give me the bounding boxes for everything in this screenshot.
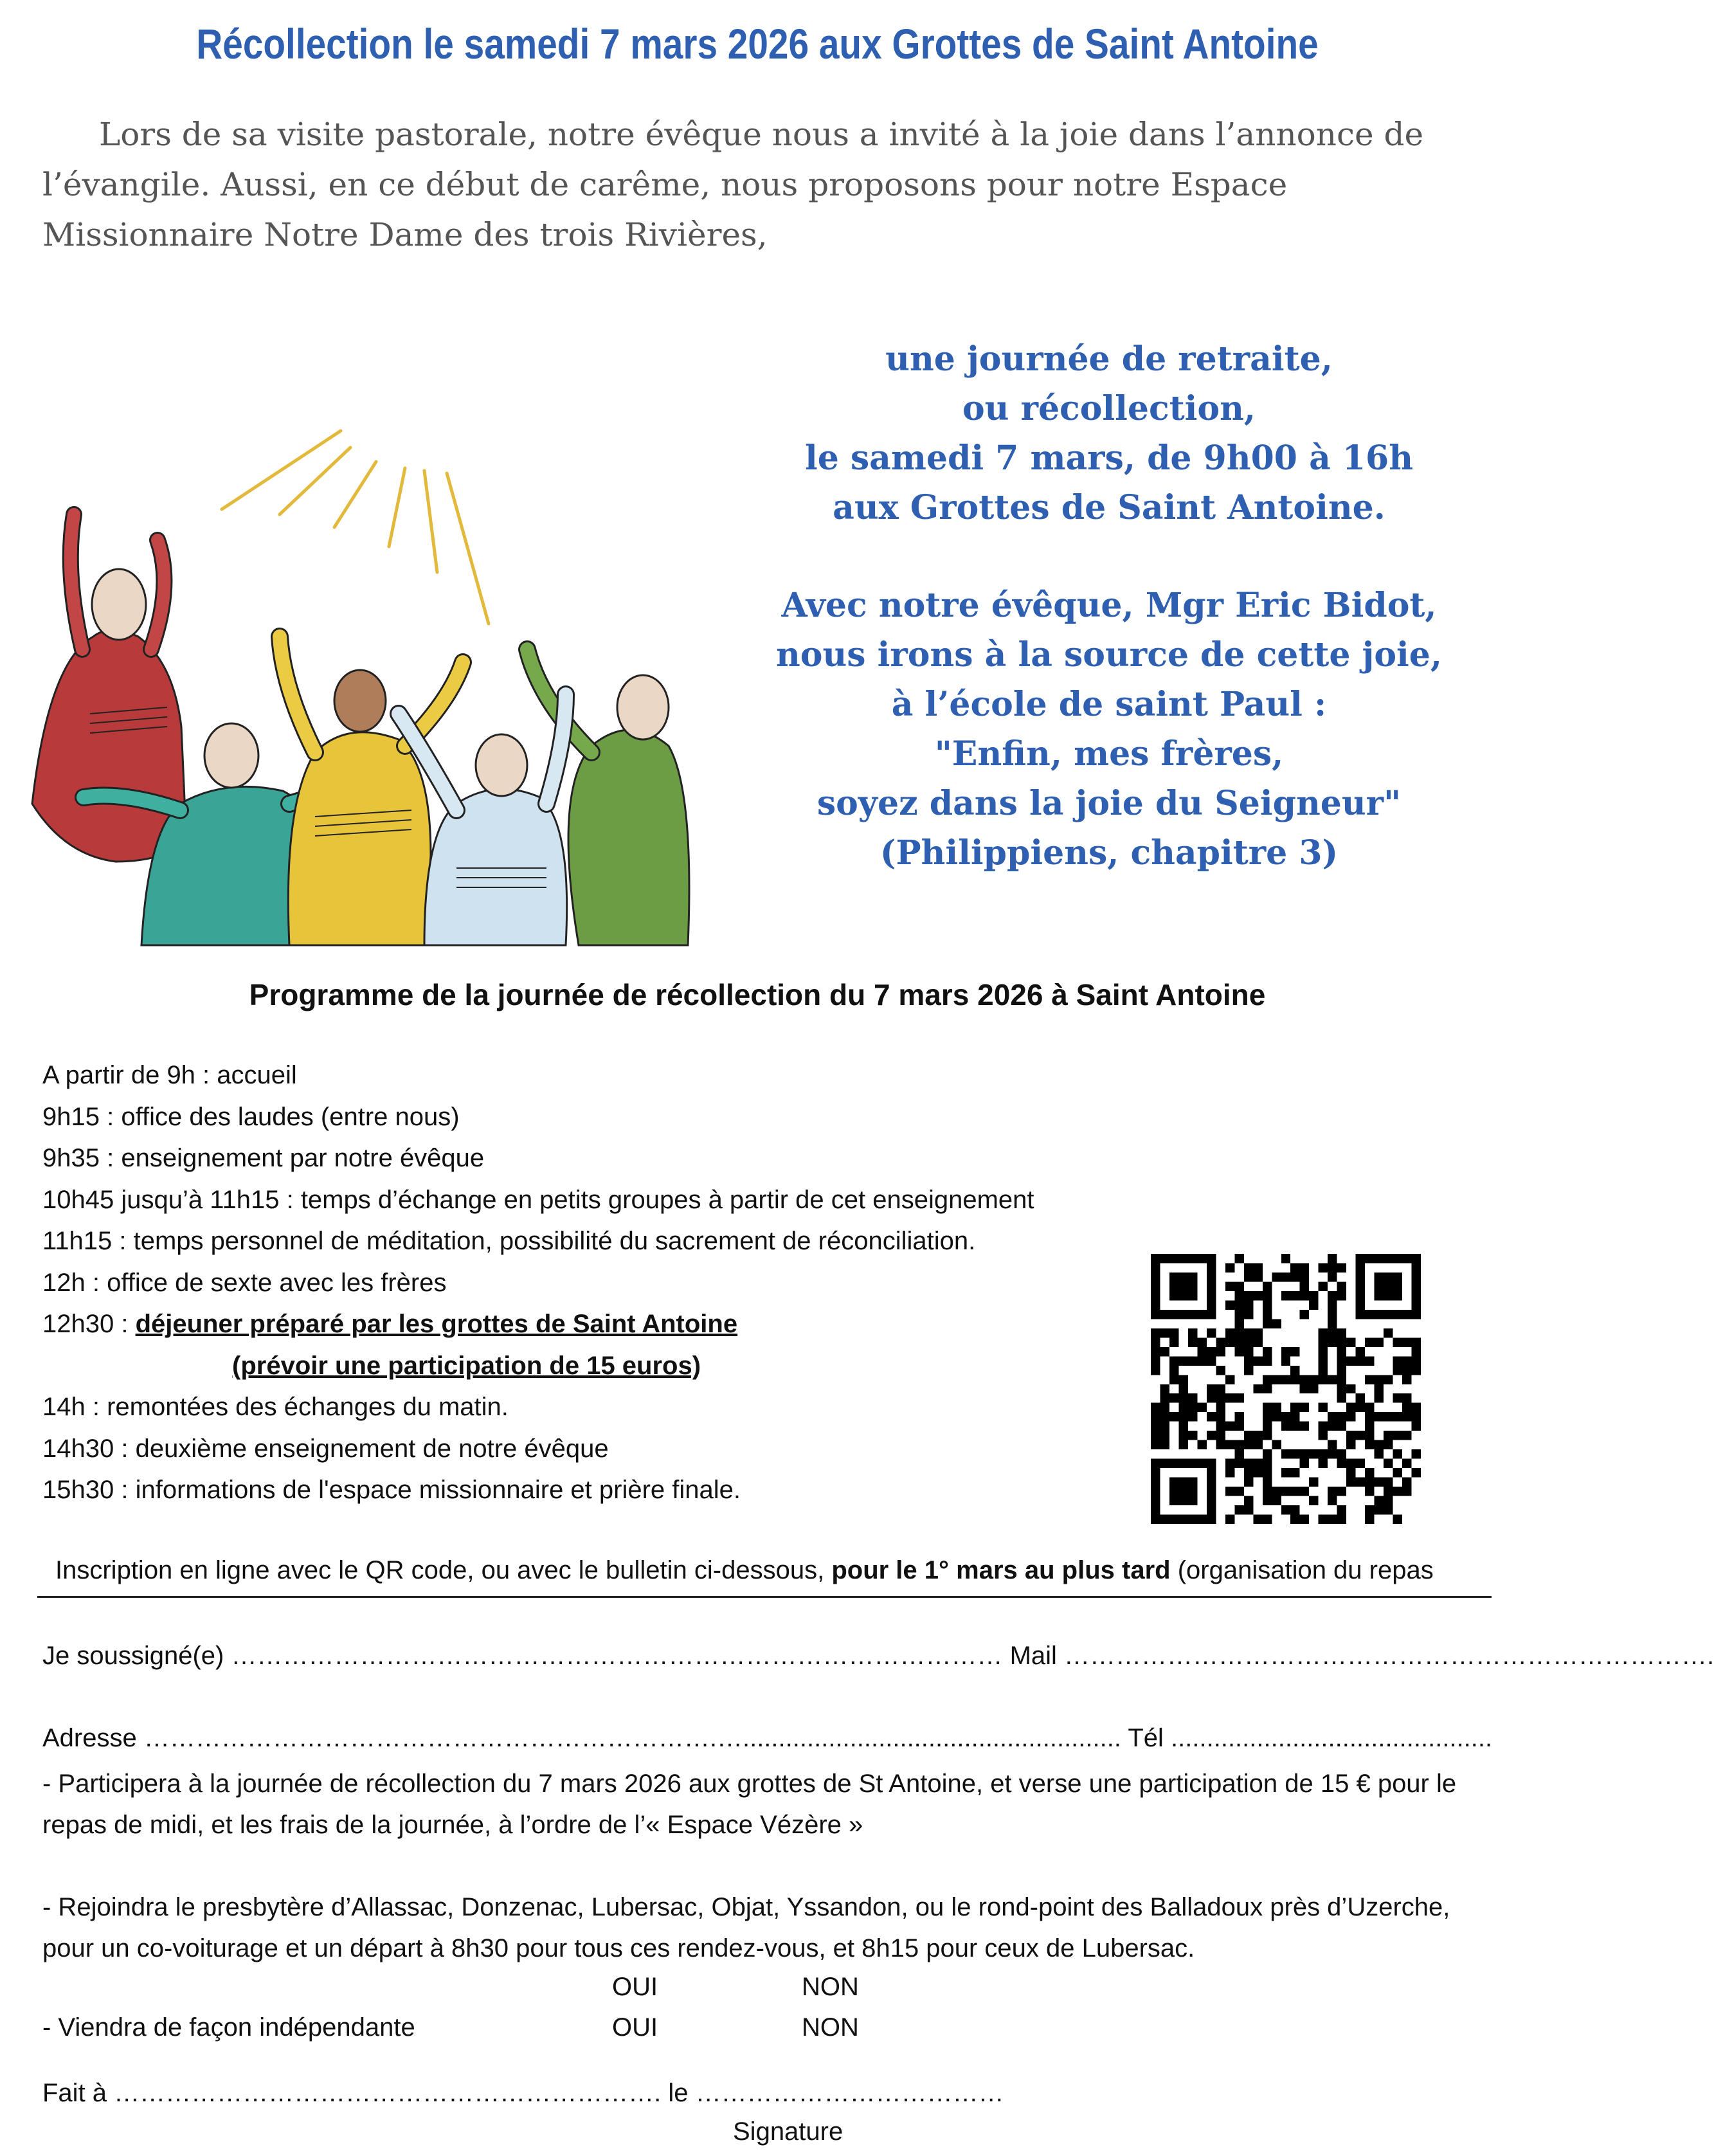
people-praising-illustration: [13, 302, 707, 945]
independent-yes-option[interactable]: OUI: [612, 2013, 658, 2042]
highlight-line: "Enfin, mes frères,: [934, 734, 1284, 774]
carpool-no-option[interactable]: NON: [802, 1973, 859, 2001]
highlight-line: (Philippiens, chapitre 3): [880, 833, 1339, 873]
signature-label: Signature: [733, 2117, 843, 2146]
lunch-text: déjeuner préparé par les grottes de Saint Antoine: [135, 1310, 738, 1338]
schedule-item: 9h15 : office des laudes (entre nous): [42, 1102, 460, 1131]
schedule-item: 9h35 : enseignement par notre évêque: [42, 1144, 485, 1172]
form-place-date-line[interactable]: Fait à ………………………………………………………. le ………………………………: [42, 2079, 1004, 2107]
light-rays: [222, 431, 489, 624]
highlight-line: ou récollection,: [962, 389, 1256, 428]
independent-no-option[interactable]: NON: [802, 2013, 859, 2042]
page-title: Récollection le samedi 7 mars 2026 aux Grottes de Saint Antoine: [196, 20, 1319, 68]
schedule-item: 12h : office de sexte avec les frères: [42, 1268, 447, 1297]
program-title: Programme de la journée de récollection du 7 mars 2026 à Saint Antoine: [249, 978, 1266, 1011]
program-schedule: [42, 1055, 1135, 1511]
schedule-item-lunch: [42, 1303, 1135, 1345]
schedule-item: A partir de 9h : accueil: [42, 1061, 297, 1089]
cut-line: [37, 1596, 1492, 1598]
form-address-line[interactable]: Adresse ………………………………………………………….…..................................................... Tél .............................................: [42, 1724, 1493, 1752]
registration-text-end: (organisation du repas: [1170, 1556, 1434, 1584]
form-undersigned-line[interactable]: Je soussigné(e) ……………………………………………………………………………… Mail ………………………………………………………………….: [42, 1642, 1714, 1670]
form-carpool-text: - Rejoindra le presbytère d’Allassac, Donzenac, Lubersac, Objat, Yssandon, ou le rond-point des Balladoux près d’Uzerche, pour un co-voiturage et un départ à 8h30 pour tous ces rendez-vous, et 8h15 pour ceux de Lubersac.: [42, 1893, 1450, 1962]
schedule-item: 14h30 : deuxième enseignement de notre évêque: [42, 1434, 609, 1463]
highlight-line: le samedi 7 mars, de 9h00 à 16h: [804, 439, 1414, 478]
lunch-time: 12h30 :: [42, 1310, 136, 1338]
lunch-note: (prévoir une participation de 15 euros): [232, 1351, 701, 1380]
highlight-line: aux Grottes de Saint Antoine.: [833, 488, 1385, 527]
highlight-line: une journée de retraite,: [885, 340, 1333, 379]
carpool-yes-option[interactable]: OUI: [612, 1973, 658, 2001]
schedule-item: 15h30 : informations de l'espace missionnaire et prière finale.: [42, 1476, 741, 1504]
intro-paragraph: Lors de sa visite pastorale, notre évêque nous a invité à la joie dans l’annonce de l’évangile. Aussi, en ce début de carême, nous proposons pour notre Espace Missionnaire Notre Dame des trois Rivières,: [42, 116, 1424, 253]
retreat-highlight: [720, 334, 1498, 878]
highlight-line: à l’école de saint Paul :: [891, 685, 1327, 724]
form-independent-text: - Viendra de façon indépendante: [42, 2013, 415, 2042]
registration-deadline: pour le 1° mars au plus tard: [831, 1556, 1171, 1584]
qr-code[interactable]: [1151, 1254, 1421, 1524]
schedule-item: 10h45 jusqu’à 11h15 : temps d’échange en petits groupes à partir de cet enseignement: [42, 1185, 1034, 1214]
form-participation-text: - Participera à la journée de récollection du 7 mars 2026 aux grottes de St Antoine, et verse une participation de 15 € pour le repas de midi, et les frais de la journée, à l’ordre de l’« Espace Vézère »: [42, 1770, 1457, 1839]
highlight-line: Avec notre évêque, Mgr Eric Bidot,: [781, 586, 1437, 625]
schedule-item: 14h : remontées des échanges du matin.: [42, 1393, 509, 1421]
registration-text: Inscription en ligne avec le QR code, ou avec le bulletin ci-dessous,: [55, 1556, 832, 1584]
highlight-line: soyez dans la joie du Seigneur": [816, 784, 1402, 823]
schedule-item: 11h15 : temps personnel de méditation, possibilité du sacrement de réconciliation.: [42, 1227, 976, 1255]
registration-note: [55, 1556, 1508, 1585]
highlight-line: nous irons à la source de cette joie,: [775, 635, 1442, 675]
